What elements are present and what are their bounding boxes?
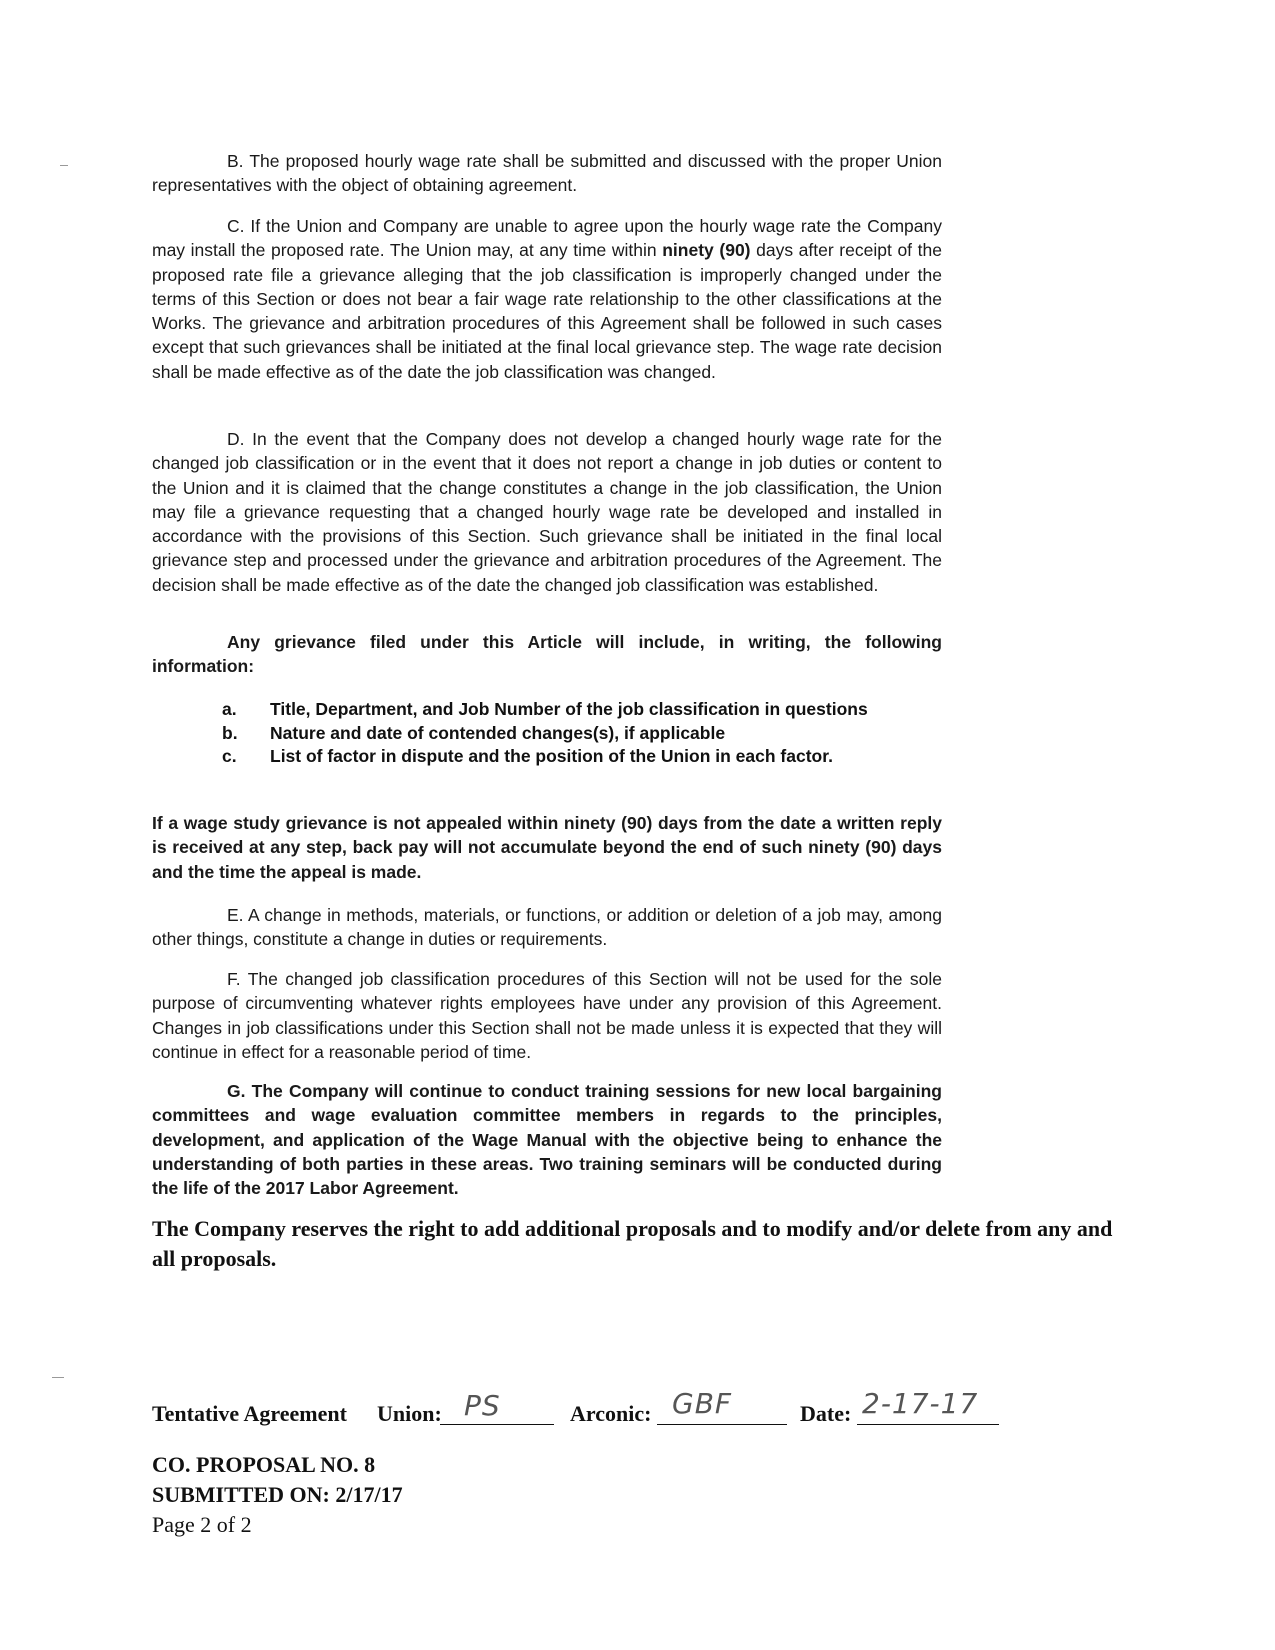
section-e: E. A change in methods, materials, or functions, or addition or deletion of a job may, among other things, constitute a change in duties or requirements.: [152, 905, 942, 950]
section-c-text-2: days after receipt of the proposed rate file a grievance alleging that the job classification is improperly changed under the terms of this Section or does not bear a fair wage rate relationship to the other classifications at the Works. The grievance and arbitration procedures of this Agreement shall be followed in such cases except that such grievances shall be initiated at the final local grievance step. The wage rate decision shall be made effective as of the date the job classification was changed.: [152, 240, 942, 382]
section-f: F. The changed job classification procedures of this Section will not be used for the sole purpose of circumventing whatever rights employees have under any provision of this Agreement. Changes in job classifications under this Section shall not be made unless it is expected that they will continue in effect for a reasonable period of time.: [152, 969, 942, 1062]
arconic-initials: GBF: [672, 1387, 733, 1420]
scan-speck: [60, 165, 68, 166]
list-item: [222, 722, 942, 746]
grievance-items-list: [222, 698, 942, 769]
section-g: G. The Company will continue to conduct training sessions for new local bargaining committees and wage evaluation committee members in regards to the principles, development, and application of the Wage Manual with the objective being to enhance the understanding of both parties in these areas. Two training seminars will be conducted during the life of the 2017 Labor Agreement.: [152, 1081, 942, 1199]
grievance-intro: Any grievance filed under this Article will include, in writing, the following information:: [152, 632, 942, 677]
list-item-letter: a.: [222, 699, 237, 719]
union-signature-line: [440, 1424, 554, 1425]
section-c: [152, 214, 942, 384]
tentative-agreement-line: [152, 1387, 1052, 1433]
list-item: [222, 745, 942, 769]
date-label: Date:: [800, 1401, 852, 1426]
list-item-text: List of factor in dispute and the position of the Union in each factor.: [270, 746, 833, 766]
arconic-signature-line: [657, 1424, 787, 1425]
date-handwritten: 2-17-17: [862, 1387, 979, 1420]
date-signature-line: [857, 1424, 999, 1425]
tentative-label: Tentative Agreement: [152, 1401, 347, 1426]
list-item-letter: c.: [222, 746, 237, 766]
union-initials: PS: [464, 1389, 501, 1422]
reservation-statement: The Company reserves the right to add additional proposals and to modify and/or delete from any and all proposals.: [152, 1216, 1113, 1271]
union-label: Union:: [377, 1401, 442, 1426]
submitted-on: SUBMITTED ON: 2/17/17: [152, 1482, 403, 1507]
section-b: B. The proposed hourly wage rate shall be submitted and discussed with the proper Union representatives with the object of obtaining agreement.: [152, 151, 942, 196]
arconic-label: Arconic:: [570, 1401, 652, 1426]
section-c-text-1: C. If the Union and Company are unable to agree upon the hourly wage rate the Company may install the proposed rate. The Union may, at any time within: [152, 216, 942, 261]
proposal-footer: [152, 1450, 403, 1540]
section-d: D. In the event that the Company does not develop a changed hourly wage rate for the changed job classification or in the event that it does not report a change in job duties or content to the Union and it is claimed that the change constitutes a change in the job classification, the Union may file a grievance requesting that a changed hourly wage rate be developed and installed in accordance with the provisions of this Section. Such grievance shall be initiated in the final local grievance step and processed under the grievance and arbitration procedures of the Agreement. The decision shall be made effective as of the date the changed job classification was established.: [152, 429, 942, 595]
page-number: Page 2 of 2: [152, 1512, 252, 1537]
section-c-bold: ninety (90): [662, 240, 751, 261]
list-item-text: Title, Department, and Job Number of the job classification in questions: [270, 699, 868, 719]
scan-speck: [52, 1377, 64, 1378]
appeal-paragraph: If a wage study grievance is not appealed within ninety (90) days from the date a written reply is received at any step, back pay will not accumulate beyond the end of such ninety (90) days and the time the appeal is made.: [152, 813, 942, 882]
list-item: [222, 698, 942, 722]
proposal-number: CO. PROPOSAL NO. 8: [152, 1452, 376, 1477]
list-item-letter: b.: [222, 722, 238, 743]
list-item-text: Nature and date of contended changes(s), if applicable: [270, 722, 726, 743]
